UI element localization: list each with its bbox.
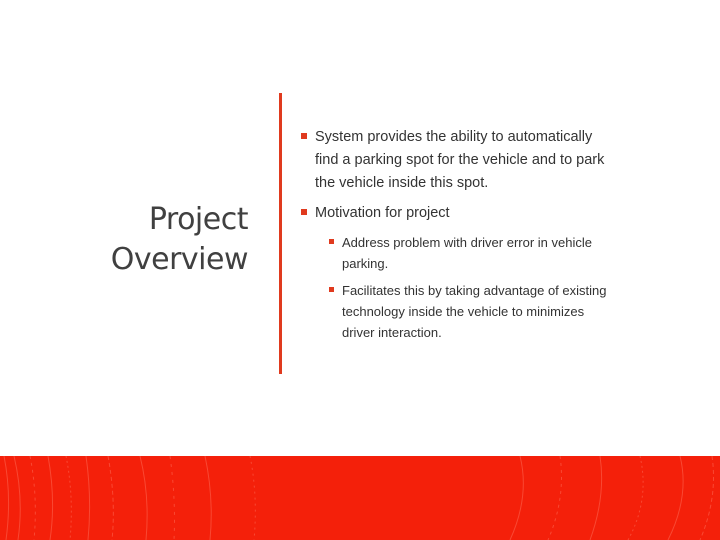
sub-bullet-item bbox=[296, 232, 616, 274]
bullet-item bbox=[296, 202, 616, 225]
square-bullet-icon bbox=[329, 239, 334, 244]
square-bullet-icon bbox=[301, 133, 307, 139]
square-bullet-icon bbox=[329, 287, 334, 292]
bullet-item bbox=[296, 126, 616, 195]
bullet-list bbox=[296, 126, 616, 345]
bullet-text: System provides the ability to automatically find a parking spot for the vehicle and to park the vehicle inside this spot. bbox=[315, 129, 605, 191]
sub-bullet-text: Address problem with driver error in vehicle parking. bbox=[342, 235, 592, 271]
bullet-text: Motivation for project bbox=[315, 205, 450, 221]
title-line-2: Overview bbox=[110, 242, 248, 277]
footer-band bbox=[0, 456, 720, 540]
sub-bullet-item bbox=[296, 280, 616, 343]
square-bullet-icon bbox=[301, 209, 307, 215]
sub-bullet-text: Facilitates this by taking advantage of existing technology inside the vehicle to minimizes driver interaction. bbox=[342, 283, 607, 340]
footer-texture-decoration bbox=[0, 456, 720, 540]
title-line-1: Project bbox=[148, 202, 248, 237]
slide-title bbox=[28, 200, 248, 280]
vertical-divider bbox=[279, 93, 282, 374]
